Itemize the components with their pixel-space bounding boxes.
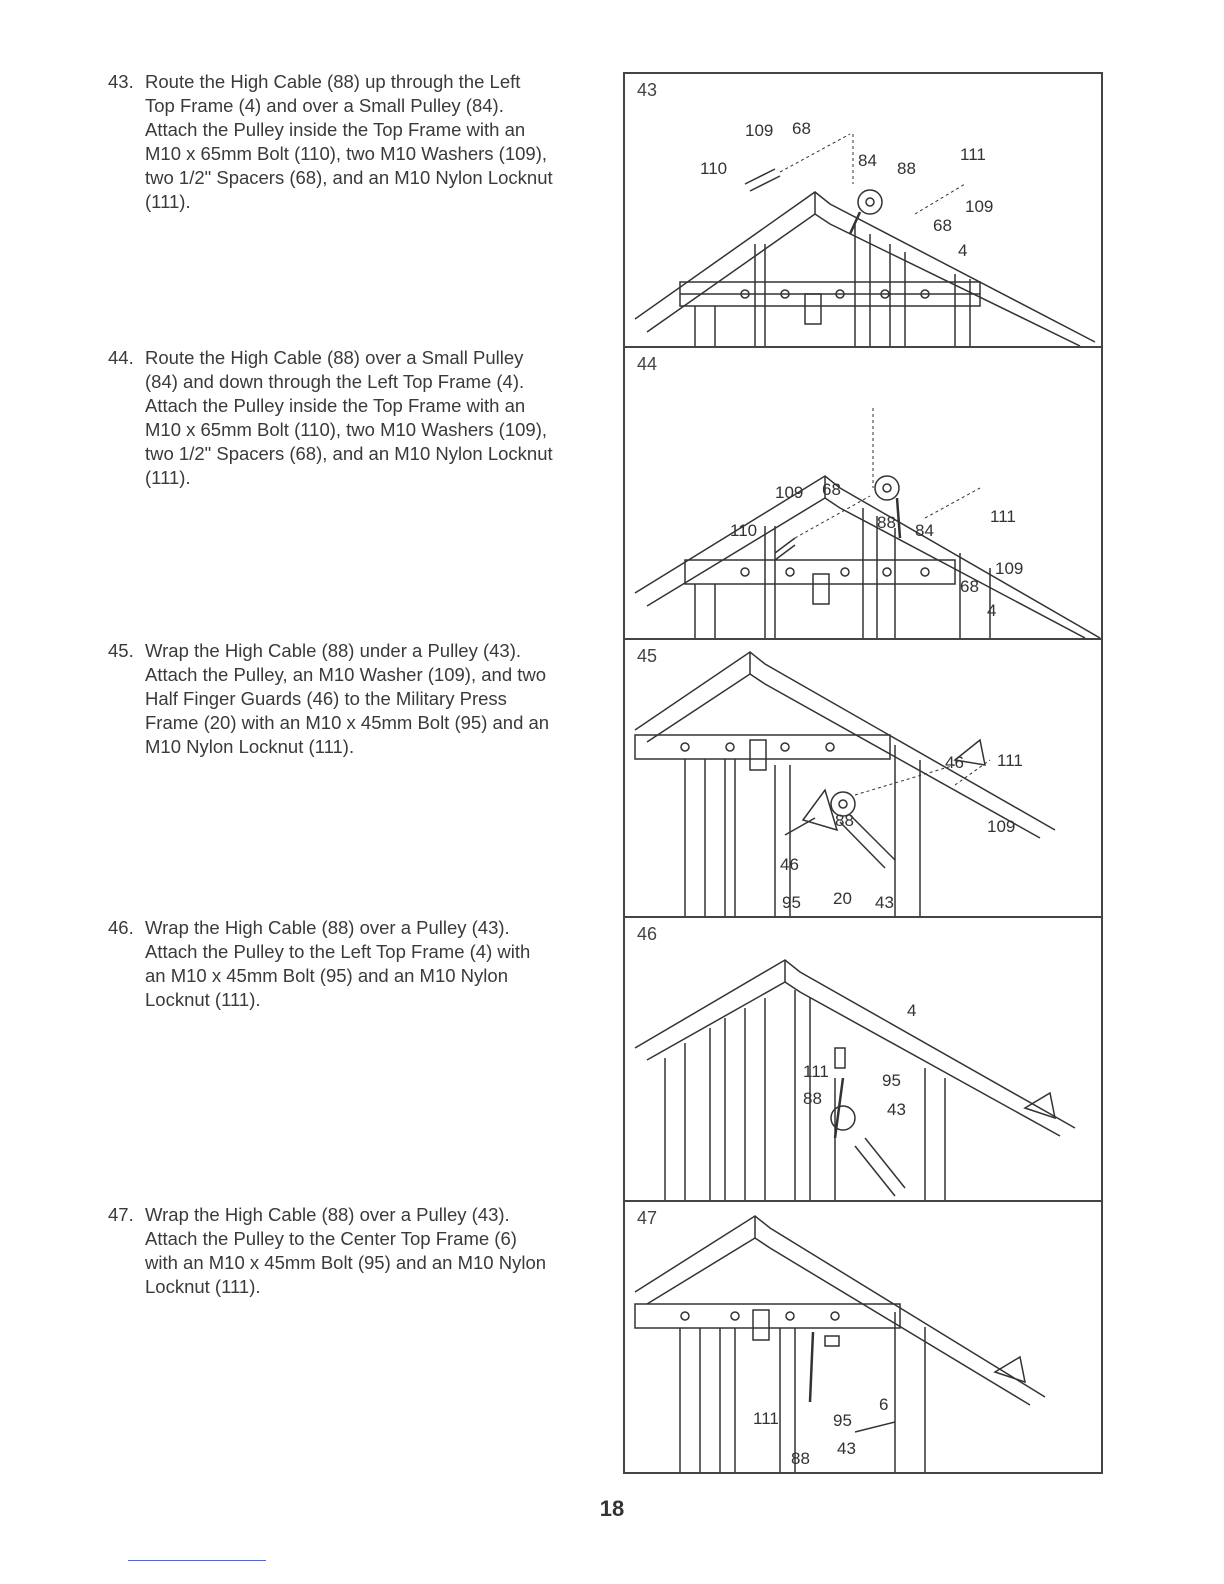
callout-label: 95 xyxy=(782,893,801,912)
callout-label: 109 xyxy=(775,483,804,502)
callout-label: 68 xyxy=(960,577,979,596)
figure-45 xyxy=(625,640,1101,916)
callout-label: 6 xyxy=(879,1395,889,1414)
callout-label: 46 xyxy=(780,855,799,874)
callout-label: 111 xyxy=(803,1062,829,1081)
callout-label: 95 xyxy=(882,1071,901,1090)
figure-number: 43 xyxy=(637,80,658,100)
callout-label: 109 xyxy=(987,817,1016,836)
step-45 xyxy=(108,639,608,759)
step-text: Wrap the High Cable (88) over a Pulley (43). Attach the Pulley to the Center Top Frame (6) with an M10 x 45mm Bolt (95) and an M10 Nylon Locknut (111). xyxy=(145,1204,547,1297)
callout-label: 95 xyxy=(833,1411,852,1430)
callout-label: 20 xyxy=(833,889,852,908)
callout-label: 110 xyxy=(700,159,728,178)
figure-46 xyxy=(625,918,1101,1200)
frame-illustration xyxy=(625,348,1101,638)
figure-43 xyxy=(625,74,1101,346)
callout-label: 109 xyxy=(965,197,994,216)
callout-label: 43 xyxy=(875,893,894,912)
figure-number: 46 xyxy=(637,924,658,944)
callout-label: 4 xyxy=(907,1001,917,1020)
frame-illustration xyxy=(625,1202,1101,1472)
step-number: 45. xyxy=(108,640,134,661)
figure-44 xyxy=(625,348,1101,638)
step-text: Route the High Cable (88) over a Small Pulley (84) and down through the Left Top Frame (4). Attach the Pulley inside the Top Frame with an M10 x 65mm Bolt (110), two M10 Washers (109), two 1/2" Spacers (68), and an M10 Nylon Locknut (111). xyxy=(145,347,553,488)
figure-column xyxy=(623,72,1103,1474)
callout-label: 4 xyxy=(987,601,997,620)
callout-label: 88 xyxy=(803,1089,822,1108)
callout-label: 111 xyxy=(753,1409,779,1428)
callout-label: 109 xyxy=(995,559,1024,578)
step-44 xyxy=(108,346,608,490)
callout-label: 111 xyxy=(960,145,986,164)
step-46 xyxy=(108,916,608,1012)
step-number: 43. xyxy=(108,71,134,92)
callout-label: 109 xyxy=(745,121,774,140)
callout-label: 111 xyxy=(990,507,1016,526)
step-text: Route the High Cable (88) up through the Left Top Frame (4) and over a Small Pulley (84). Attach the Pulley inside the Top Frame with an M10 x 65mm Bolt (110), two M10 Washers (109), two 1/2" Spacers (68), and an M10 Nylon Locknut (111). xyxy=(145,71,553,212)
callout-label: 88 xyxy=(897,159,916,178)
callout-label: 88 xyxy=(877,513,896,532)
figure-number: 45 xyxy=(637,646,658,666)
step-number: 46. xyxy=(108,917,134,938)
step-43 xyxy=(108,70,608,214)
callout-label: 68 xyxy=(792,119,811,138)
callout-label: 43 xyxy=(837,1439,856,1458)
callout-label: 110 xyxy=(730,521,758,540)
figure-number: 47 xyxy=(637,1208,658,1228)
callout-label: 84 xyxy=(858,151,877,170)
page-number: 18 xyxy=(599,1496,625,1521)
callout-label: 111 xyxy=(997,751,1023,770)
figure-number: 44 xyxy=(637,354,658,374)
step-47 xyxy=(108,1203,608,1299)
step-number: 44. xyxy=(108,347,134,368)
figure-47 xyxy=(625,1202,1101,1472)
callout-label: 68 xyxy=(933,216,952,235)
frame-illustration xyxy=(625,74,1101,346)
frame-illustration xyxy=(625,640,1101,916)
callout-label: 84 xyxy=(915,521,934,540)
step-text: Wrap the High Cable (88) over a Pulley (43). Attach the Pulley to the Left Top Frame (4) with an M10 x 45mm Bolt (95) and an M10 Nylon Locknut (111). xyxy=(145,917,531,1010)
callout-label: 46 xyxy=(945,753,964,772)
callout-label: 43 xyxy=(887,1100,906,1119)
step-number: 47. xyxy=(108,1204,134,1225)
step-text: Wrap the High Cable (88) under a Pulley (43). Attach the Pulley, an M10 Washer (109), and two Half Finger Guards (46) to the Military Press Frame (20) with an M10 x 45mm Bolt (95) and an M10 Nylon Locknut (111). xyxy=(145,640,550,757)
callout-label: 4 xyxy=(958,241,968,260)
callout-label: 88 xyxy=(835,811,854,830)
callout-label: 68 xyxy=(822,480,841,499)
footer-rule xyxy=(128,1560,266,1561)
frame-illustration xyxy=(625,918,1101,1200)
callout-label: 88 xyxy=(791,1449,810,1468)
